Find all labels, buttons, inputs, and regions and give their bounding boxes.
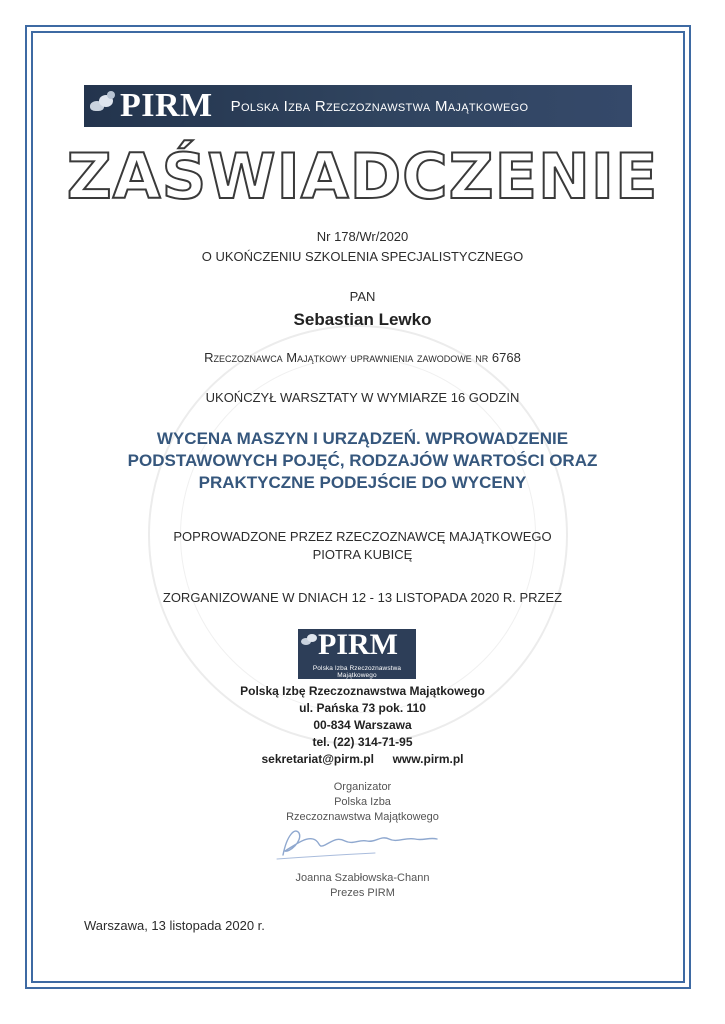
header-banner xyxy=(84,85,632,127)
address-street: ul. Pańska 73 pok. 110 xyxy=(299,701,426,715)
address-org-name: Polską Izbę Rzeczoznawstwa Majątkowego xyxy=(240,684,485,698)
qualification-line: Rzeczoznawca Majątkowy uprawnienia zawodowe nr 6768 xyxy=(204,350,521,365)
pirm-logo-icon xyxy=(301,632,319,648)
address-city: 00-834 Warszawa xyxy=(313,718,412,732)
address-website: www.pirm.pl xyxy=(392,752,464,766)
conducted-by-line: POPROWADZONE PRZEZ RZECZOZNAWCĘ MAJĄTKOWEGO xyxy=(173,529,552,544)
certificate-number: Nr 178/Wr/2020 xyxy=(316,229,409,244)
header-org-name: Polska Izba Rzeczoznawstwa Majątkowego xyxy=(230,97,529,115)
course-title-line: PRAKTYCZNE PODEJŚCIE DO WYCENY xyxy=(198,473,527,492)
organized-line: ZORGANIZOWANE W DNIACH 12 - 13 LISTOPADA 2020 R. PRZEZ xyxy=(162,590,563,605)
pirm-logo-icon xyxy=(90,91,118,121)
signature-role: Organizator xyxy=(333,781,392,793)
completion-line: UKOŃCZYŁ WARSZTATY W WYMIARZE 16 GODZIN xyxy=(205,390,520,405)
address-contact xyxy=(0,752,725,766)
course-title xyxy=(110,428,615,494)
course-title-line: PODSTAWOWYCH POJĘĆ, RODZAJÓW WARTOŚCI ORAZ xyxy=(127,451,598,470)
certificate-subtitle: O UKOŃCZENIU SZKOLENIA SPECJALISTYCZNEGO xyxy=(201,249,524,264)
place-and-date: Warszawa, 13 listopada 2020 r. xyxy=(84,918,265,933)
header-logo-text: PIRM xyxy=(120,87,213,124)
signature-org-line-1: Polska Izba xyxy=(334,796,391,808)
salutation: PAN xyxy=(349,289,376,304)
signer-name: Joanna Szabłowska-Chann xyxy=(295,872,430,884)
instructor-name: PIOTRA KUBICĘ xyxy=(312,547,413,562)
organizer-logo xyxy=(298,629,416,679)
organizer-logo-text: PIRM xyxy=(318,628,398,661)
signer-title: Prezes PIRM xyxy=(330,887,395,899)
certificate-title: ZAŚWIADCZENIE xyxy=(66,140,659,213)
recipient-name: Sebastian Lewko xyxy=(293,310,432,329)
signature-org-line-2: Rzeczoznawstwa Majątkowego xyxy=(286,811,439,823)
address-phone: tel. (22) 314-71-95 xyxy=(312,735,413,749)
handwritten-signature xyxy=(265,815,455,865)
course-title-line: WYCENA MASZYN I URZĄDZEŃ. WPROWADZENIE xyxy=(156,429,569,448)
organizer-logo-subtext: Polska Izba Rzeczoznawstwa Majątkowego xyxy=(312,665,402,679)
address-email: sekretariat@pirm.pl xyxy=(261,752,374,766)
